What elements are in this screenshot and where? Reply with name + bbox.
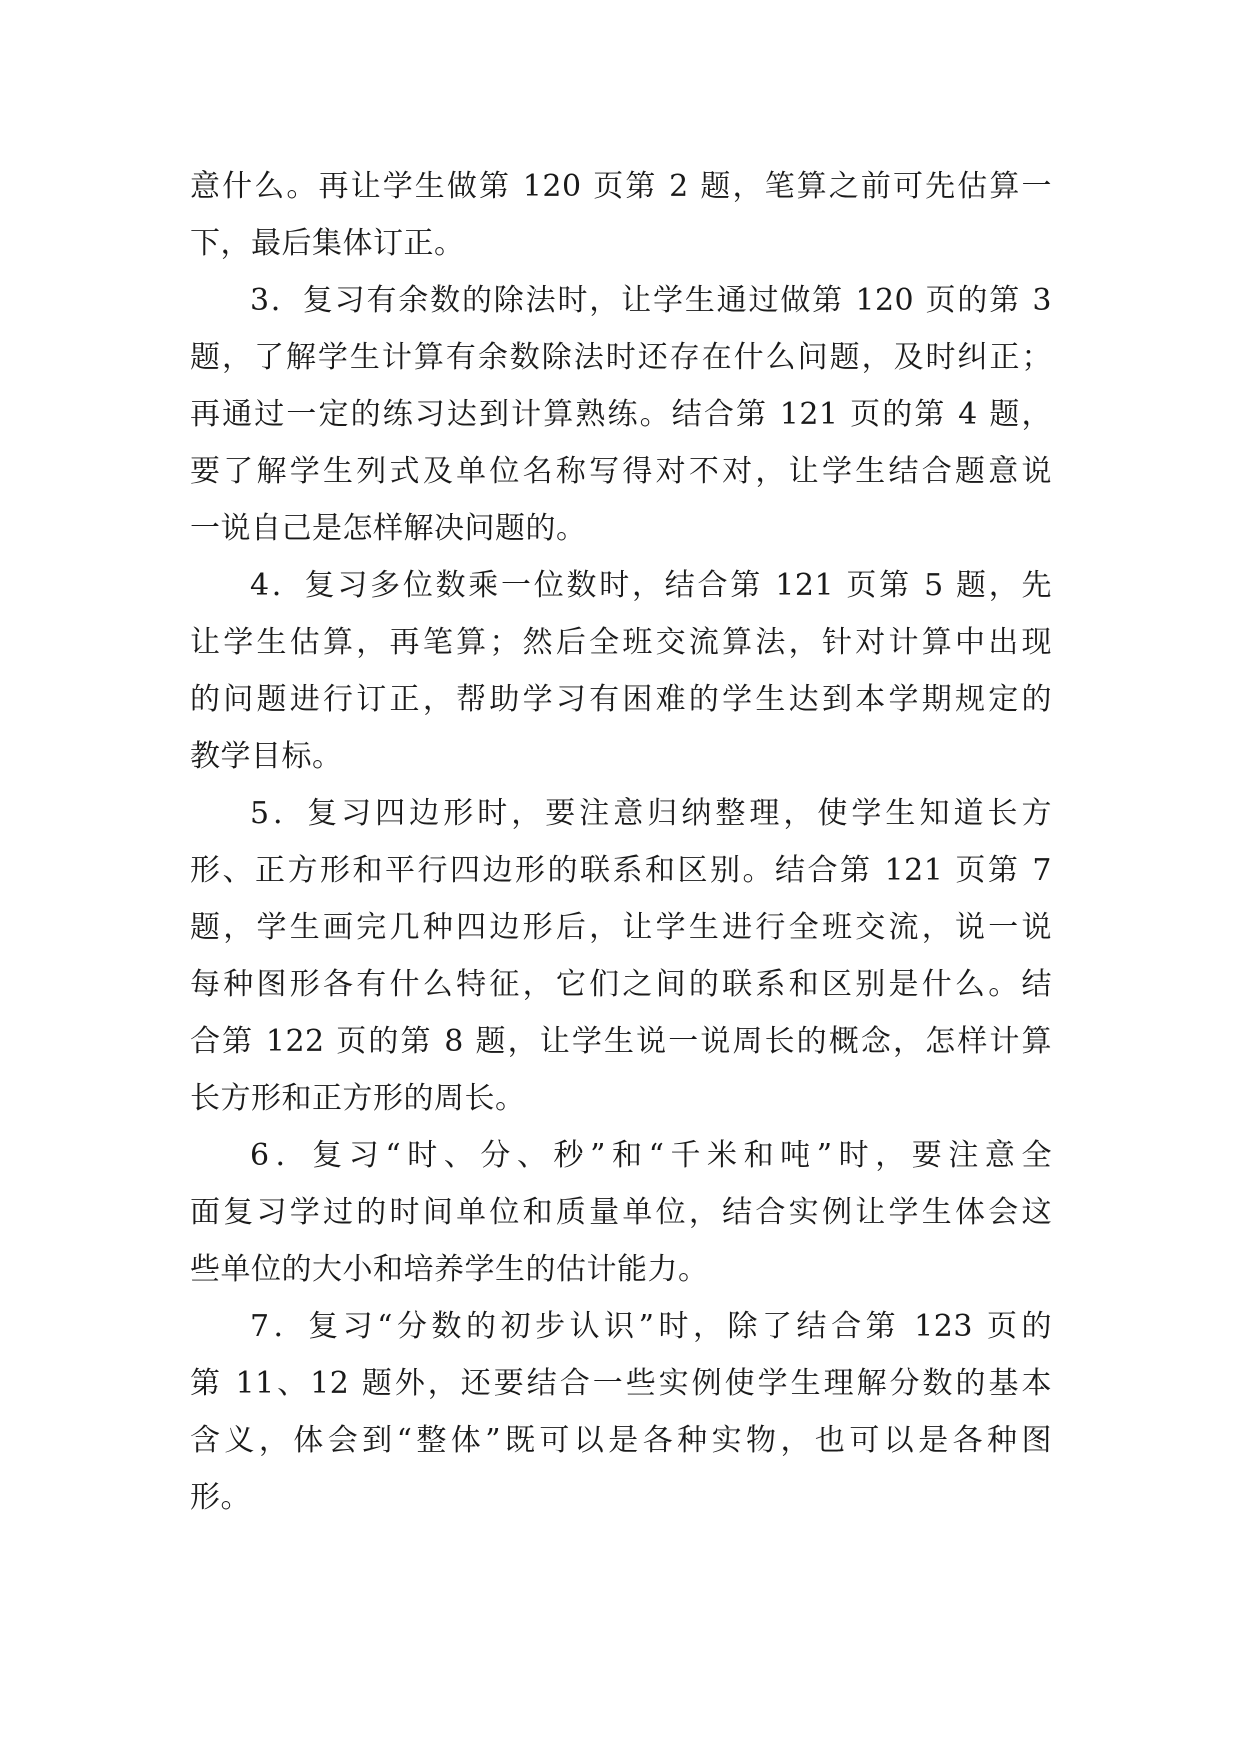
text-line: 5．复习四边形时，要注意归纳整理，使学生知道长方 (250, 796, 1052, 831)
paragraph-item-6 (190, 1127, 1052, 1298)
paragraph-item-5 (190, 785, 1052, 1127)
text-line: 再通过一定的练习达到计算熟练。结合第 121 页的第 4 题， (190, 397, 1052, 432)
text-line: 意什么。再让学生做第 120 页第 2 题，笔算之前可先估算一 (190, 169, 1052, 204)
text-line: 形。 (190, 1480, 251, 1515)
text-line: 每种图形各有什么特征，它们之间的联系和区别是什么。结 (190, 967, 1052, 1002)
paragraph-item-7 (190, 1298, 1052, 1526)
paragraph-item-4 (190, 557, 1052, 785)
text-line: 教学目标。 (190, 739, 343, 774)
text-line: 题，学生画完几种四边形后，让学生进行全班交流，说一说 (190, 910, 1052, 945)
document-body (190, 158, 1052, 1526)
text-line: 些单位的大小和培养学生的估计能力。 (190, 1252, 709, 1287)
text-line: 合第 122 页的第 8 题，让学生说一说周长的概念，怎样计算 (190, 1024, 1052, 1059)
text-line: 形、正方形和平行四边形的联系和区别。结合第 121 页第 7 (190, 853, 1052, 888)
paragraph-item-3 (190, 272, 1052, 557)
text-line: 长方形和正方形的周长。 (190, 1081, 526, 1116)
text-line: 题，了解学生计算有余数除法时还存在什么问题，及时纠正； (190, 340, 1052, 375)
text-line: 6．复习“时、分、秒”和“千米和吨”时，要注意全 (250, 1138, 1052, 1173)
text-line: 第 11、12 题外，还要结合一些实例使学生理解分数的基本 (190, 1366, 1052, 1401)
text-line: 一说自己是怎样解决问题的。 (190, 511, 587, 546)
text-line: 4．复习多位数乘一位数时，结合第 121 页第 5 题，先 (250, 568, 1052, 603)
text-line: 的问题进行订正，帮助学习有困难的学生达到本学期规定的 (190, 682, 1052, 717)
text-line: 面复习学过的时间单位和质量单位，结合实例让学生体会这 (190, 1195, 1052, 1230)
text-line: 7．复习“分数的初步认识”时，除了结合第 123 页的 (250, 1309, 1052, 1344)
text-line: 3．复习有余数的除法时，让学生通过做第 120 页的第 3 (250, 283, 1052, 318)
text-line: 要了解学生列式及单位名称写得对不对，让学生结合题意说 (190, 454, 1052, 489)
text-line: 下，最后集体订正。 (190, 226, 465, 261)
paragraph-continuation (190, 158, 1052, 272)
text-line: 让学生估算，再笔算；然后全班交流算法，针对计算中出现 (190, 625, 1052, 660)
text-line: 含义，体会到“整体”既可以是各种实物，也可以是各种图 (190, 1423, 1052, 1458)
